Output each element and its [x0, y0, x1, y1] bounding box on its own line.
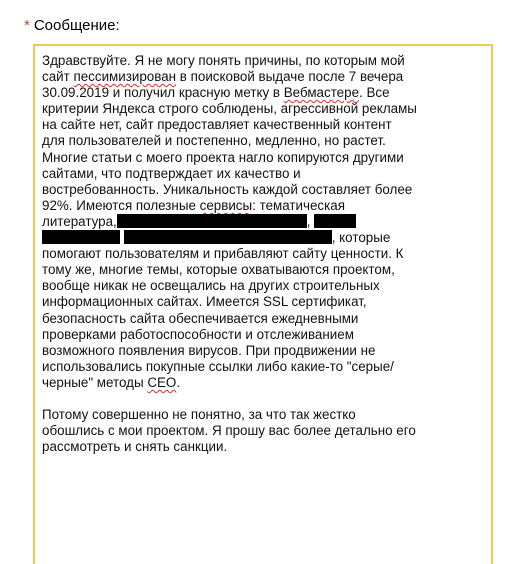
message-line: возможного появления вирусов. При продвижении не	[42, 342, 376, 358]
message-line: сайтами, что подтверждает их качество и	[42, 165, 301, 181]
message-line: 30.09.2019 и получил красную метку в Вебмастере. Все	[42, 85, 390, 101]
message-line: рассмотреть и снять санкции.	[42, 439, 228, 455]
misspelled-word: пессимизирован	[73, 69, 177, 85]
message-line: помогают пользователям и прибавляют сайту ценности. К	[42, 246, 404, 262]
message-label-text: Сообщение:	[33, 17, 120, 34]
redaction-block	[314, 214, 356, 228]
misspelled-word: сервисы	[199, 197, 253, 213]
redaction-block	[124, 230, 332, 244]
message-line: вообще никак не освещались на других строительных	[42, 278, 380, 294]
message-text	[42, 53, 483, 455]
misspelled-word: Вебмастере	[283, 85, 360, 101]
message-line: для пользователей и постепенно, медленно, но растет.	[42, 133, 386, 149]
paragraph-gap	[42, 391, 483, 407]
message-line: сайт пессимизирован в поисковой выдаче после 7 вечера	[42, 69, 404, 85]
message-line: литература, ,	[42, 214, 483, 230]
misspelled-word: СЕО	[147, 374, 177, 390]
message-line: обошлись с мои проектом. Я прошу вас более детально его	[42, 423, 416, 439]
message-line: информационных сайтах. Имеется SSL сертификат,	[42, 294, 367, 310]
message-line: Здравствуйте. Я не могу понять причины, по которым мой	[42, 53, 405, 68]
message-line: , которые	[42, 230, 483, 246]
required-mark: *	[24, 17, 30, 34]
message-line: востребованность. Уникальность каждой составляет более	[42, 181, 413, 197]
redaction-block	[42, 230, 120, 244]
message-line: использовались покупные ссылки либо какие-то "серые/	[42, 358, 394, 374]
message-line: 92%. Имеются полезные сервисы: тематическая	[42, 197, 345, 213]
message-line: Потому совершенно не понятно, за что так жестко	[42, 407, 356, 423]
message-line: тому же, многие темы, которые охватываются проектом,	[42, 262, 395, 278]
message-field-label	[24, 16, 120, 36]
message-line: критерии Яндекса строго соблюдены, агрессивной рекламы	[42, 101, 417, 117]
message-line: на сайте нет, сайт предоставляет качественный контент	[42, 117, 392, 133]
message-line: Многие статьи с моего проекта нагло копируются другими	[42, 149, 404, 165]
redaction-block	[117, 214, 307, 228]
message-line: безопасность сайта обеспечивается ежедневными	[42, 310, 359, 326]
message-line: черные" методы СЕО.	[42, 374, 181, 390]
message-line: проверками работоспособности и отслеживанием	[42, 326, 354, 342]
